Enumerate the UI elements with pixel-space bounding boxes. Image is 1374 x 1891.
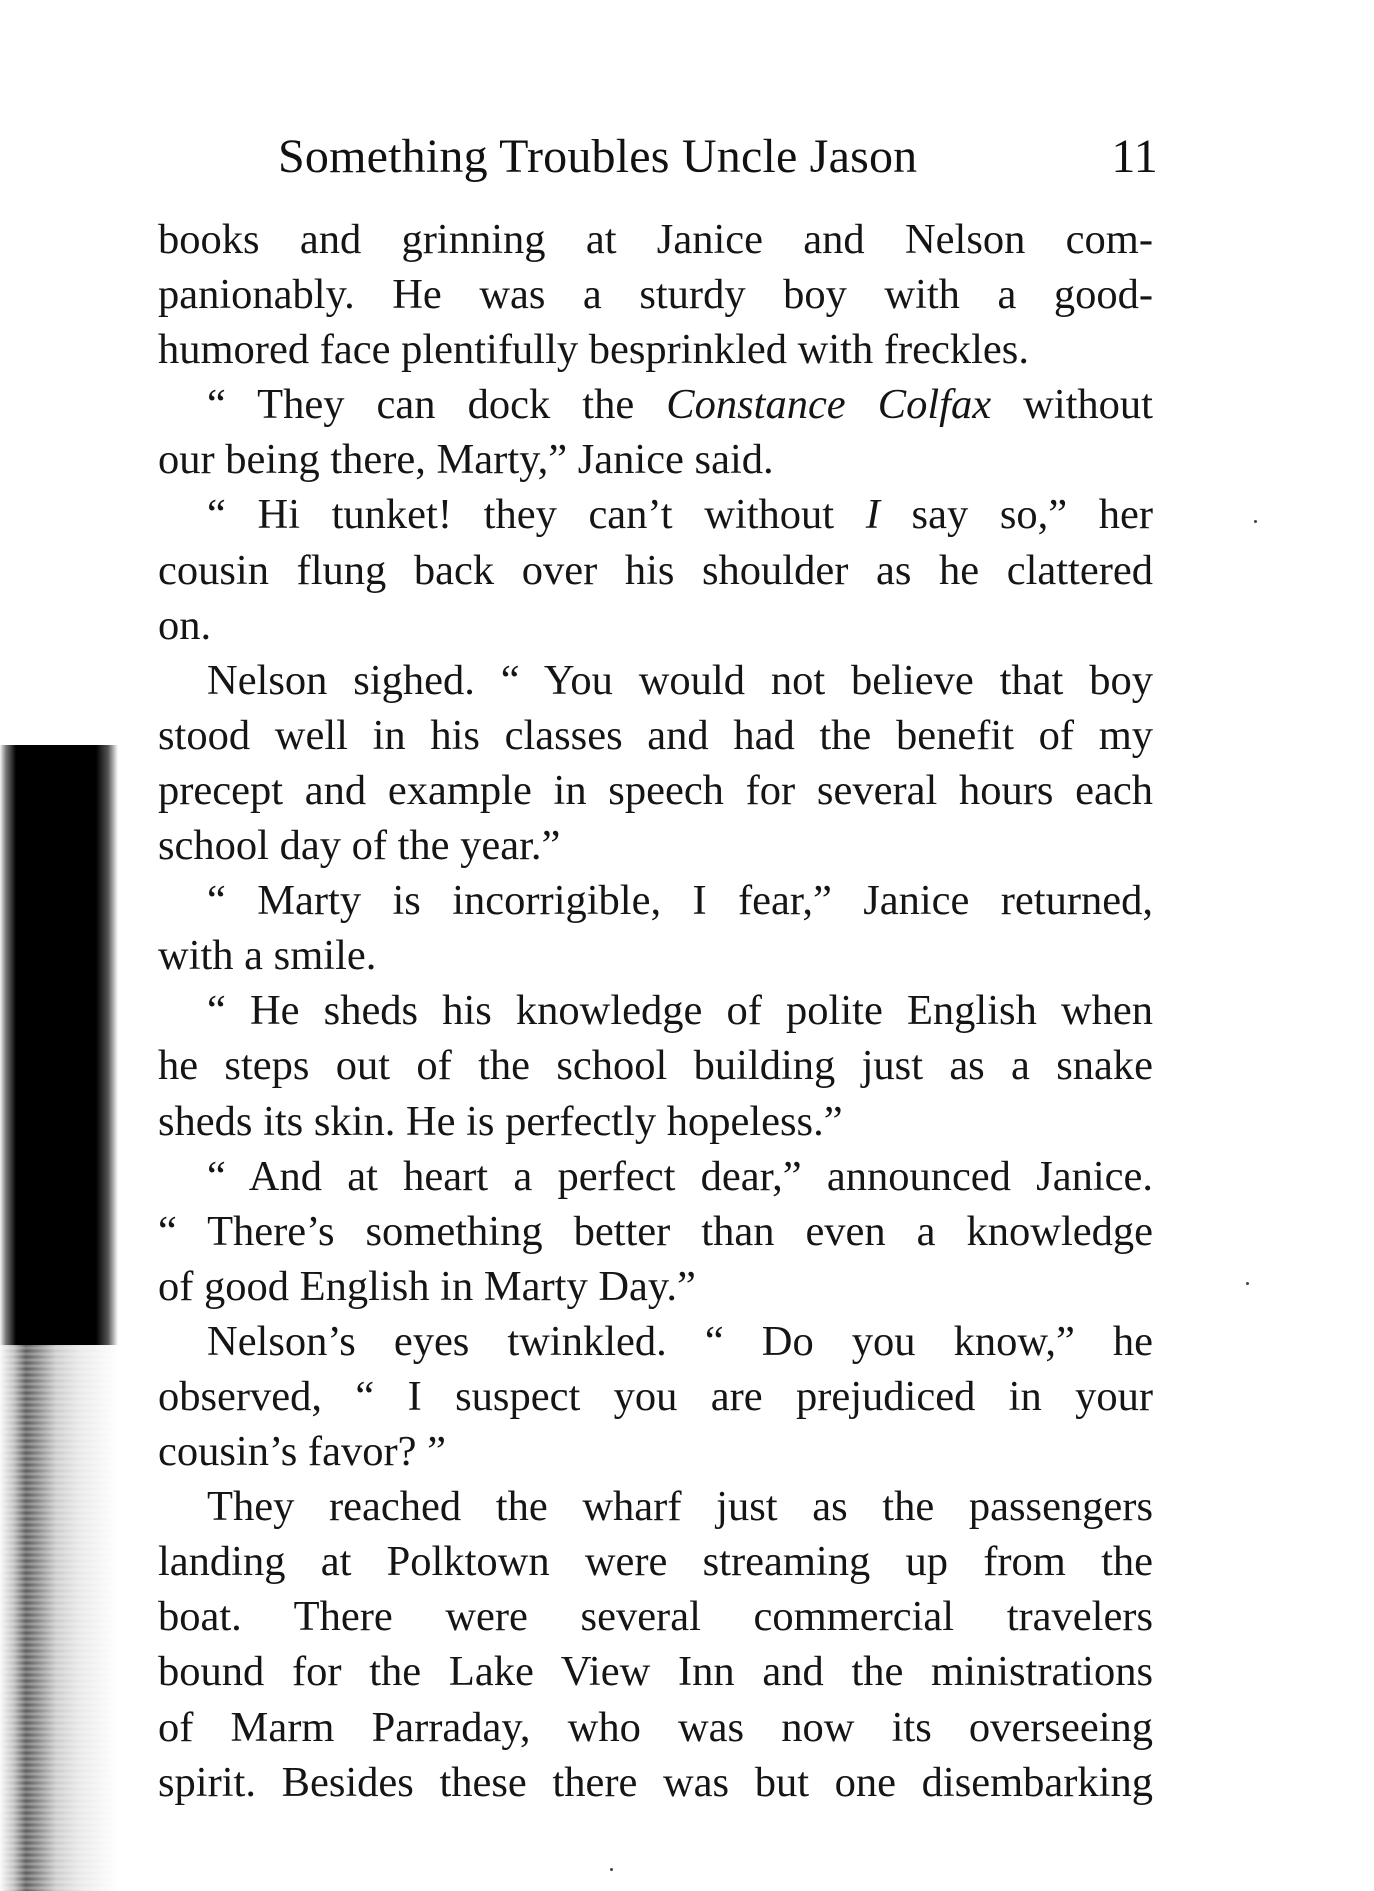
binding-shadow-upper [0, 745, 118, 1345]
text-line-content: Nelson’s eyes twinkled. “ Do you know,” he [207, 1317, 1153, 1365]
text-line-content: books and grinning at Janice and Nelson com- [158, 216, 1153, 263]
text-line-content [207, 487, 1153, 542]
text-line [158, 1424, 1153, 1479]
text-line-content: humored face plentifully besprinkled with freckles. [158, 326, 1029, 374]
text-line-content: “ He sheds his knowledge of polite English when [207, 987, 1153, 1035]
text-line [158, 1259, 1153, 1314]
text-line [158, 653, 1153, 708]
text-line [158, 432, 1153, 487]
text-line [158, 377, 1153, 432]
text-line-content: Nelson sighed. “ You would not believe that boy [207, 656, 1153, 704]
text-line-content: boat. There were several commercial travelers [158, 1593, 1153, 1641]
text-run: “ They can dock the [207, 381, 667, 429]
text-line [158, 1314, 1153, 1369]
text-line [158, 1700, 1153, 1755]
text-line-content: observed, “ I suspect you are prejudiced in your [158, 1372, 1153, 1420]
text-line-content: he steps out of the school building just as a snake [158, 1042, 1153, 1090]
text-line-content: cousin flung back over his shoulder as he clattered [158, 546, 1153, 594]
text-line [158, 1644, 1153, 1699]
text-run: “ Hi tunket! they can’t without [207, 491, 866, 539]
chapter-title: Something Troubles Uncle Jason [278, 130, 918, 183]
text-line [158, 212, 1153, 267]
text-line-content: with a smile. [158, 932, 377, 980]
text-line [158, 267, 1153, 322]
running-head [278, 127, 1158, 187]
text-line-content: sheds its skin. He is perfectly hopeless.” [158, 1097, 843, 1145]
text-line [158, 763, 1153, 818]
italic-text-run: I [865, 491, 880, 539]
text-line-content: They reached the wharf just as the passengers [207, 1483, 1153, 1531]
body-text [158, 212, 1153, 1810]
scan-speck [1246, 1282, 1249, 1285]
text-line-content: bound for the Lake View Inn and the ministrations [158, 1648, 1153, 1696]
text-line-content: “ There’s something better than even a knowledge [158, 1207, 1153, 1255]
text-line-content: stood well in his classes and had the benefit of my [158, 711, 1153, 759]
text-line [158, 543, 1153, 598]
scan-speck [610, 1868, 613, 1871]
text-line [158, 983, 1153, 1038]
text-line [158, 1479, 1153, 1534]
text-line [158, 1534, 1153, 1589]
text-line-content: our being there, Marty,” Janice said. [158, 436, 774, 484]
text-line [158, 708, 1153, 763]
italic-text-run: Constance Colfax [666, 381, 992, 429]
text-run: without [991, 381, 1153, 429]
text-line-content: panionably. He was a sturdy boy with a good- [158, 271, 1153, 319]
text-line-content [207, 377, 1153, 432]
text-line [158, 487, 1153, 542]
text-line [158, 1149, 1153, 1204]
text-line [158, 598, 1153, 653]
text-line-content: landing at Polktown were streaming up from the [158, 1538, 1153, 1586]
text-line [158, 1038, 1153, 1093]
text-line [158, 1589, 1153, 1644]
text-line [158, 928, 1153, 983]
page-number: 11 [1111, 130, 1158, 183]
text-line-content: of Marm Parraday, who was now its overseeing [158, 1703, 1153, 1751]
binding-shadow [0, 745, 118, 1891]
text-line-content: of good English in Marty Day.” [158, 1262, 696, 1310]
text-run: say so,” her [879, 491, 1153, 539]
text-line-content: spirit. Besides these there was but one disembarking [158, 1758, 1153, 1806]
text-line-content: school day of the year.” [158, 822, 561, 870]
text-line-content: cousin’s favor? ” [158, 1428, 446, 1476]
text-line-content: precept and example in speech for several hours each [158, 766, 1153, 814]
scan-speck [1254, 520, 1257, 523]
text-line [158, 1369, 1153, 1424]
text-line [158, 1094, 1153, 1149]
binding-shadow-lower [0, 1345, 118, 1891]
text-line [158, 873, 1153, 928]
text-line [158, 322, 1153, 377]
text-line-content: on. [158, 601, 212, 649]
text-line-content: “ Marty is incorrigible, I fear,” Janice returned, [207, 877, 1153, 925]
text-line-content: “ And at heart a perfect dear,” announced Janice. [207, 1152, 1153, 1200]
text-line [158, 1755, 1153, 1810]
text-line [158, 818, 1153, 873]
text-line [158, 1204, 1153, 1259]
